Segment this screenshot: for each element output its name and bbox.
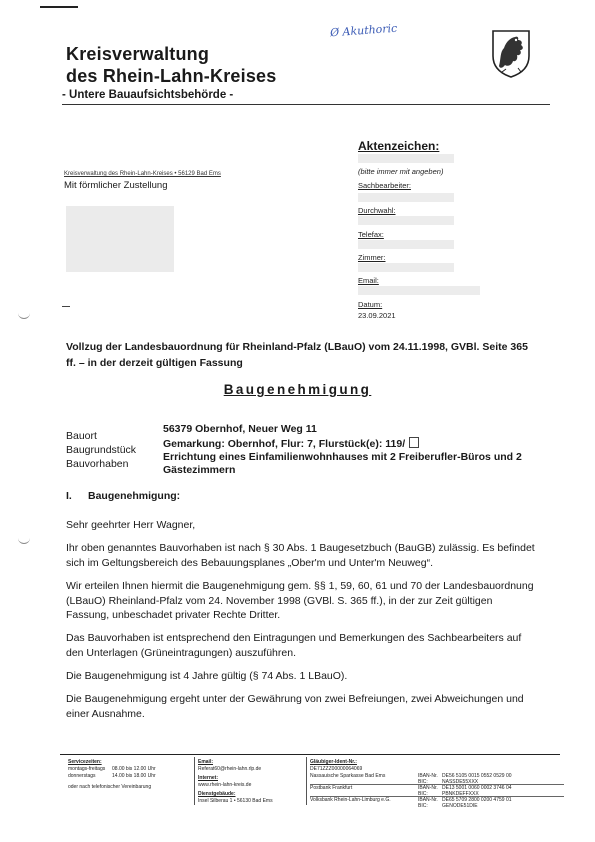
- service-title: Servicezeiten:: [68, 759, 102, 765]
- fold-dash: [62, 306, 70, 307]
- aktenzeichen-note: (bitte immer mit angeben): [358, 167, 444, 176]
- service-hours-1: 08.00 bis 12.00 Uhr: [112, 766, 156, 772]
- aktenzeichen-label: Aktenzeichen:: [358, 139, 440, 153]
- bic-label-3: BIC:: [418, 803, 428, 809]
- regulation-reference: Vollzug der Landesbauordnung für Rheinland-Pfalz (LBauO) vom 24.11.1998, GVBl. Seite 365 ff. – in der derzeit gültigen Fassung: [66, 341, 528, 369]
- telefax-value-redacted: [358, 240, 454, 249]
- service-hours-2: 14.00 bis 18.00 Uhr: [112, 773, 156, 779]
- header-divider: [62, 104, 550, 105]
- email-title: Email:: [198, 759, 214, 765]
- section-title: Baugenehmigung:: [88, 490, 181, 502]
- email-value-redacted: [358, 286, 480, 295]
- baugrundstueck-label: Baugrundstück: [66, 444, 137, 456]
- handwritten-note: Ø Akuthoric: [329, 21, 398, 40]
- aktenzeichen-value-redacted: [358, 154, 454, 163]
- paragraph-gueltigkeit: Die Baugenehmigung ist 4 Jahre gültig (§ 74 Abs. 1 LBauO).: [66, 670, 348, 682]
- creditor-id: DE71ZZZ00000064069: [310, 766, 363, 772]
- durchwahl-label: Durchwahl:: [358, 206, 396, 215]
- iban-label-1: IBAN-Nr.: [418, 773, 438, 779]
- bauvorhaben-value: Errichtung eines Einfamilienwohnhauses mit 2 Freiberufler-Büros und 2 Gästezimmern: [163, 451, 522, 476]
- service-days-1: montags-freitags: [68, 766, 106, 772]
- paragraph-zulaessigkeit: Ihr oben genanntes Bauvorhaben ist nach § 30 Abs. 1 Baugesetzbuch (BauGB) zulässig. Es befindet sich im Geltungsbereich des Bebauungsplanes „Ober'm und Unter'm Neuweg“.: [66, 542, 535, 569]
- authority-department: - Untere Bauaufsichtsbehörde -: [62, 89, 234, 101]
- paragraph-ausfuehrung: Das Bauvorhaben ist entsprechend den Eintragungen und Bemerkungen des Sachbearbeiters auf den Unterlagen (Grüneintragungen) auszuführen.: [66, 632, 522, 659]
- bauort-label: Bauort: [66, 430, 97, 442]
- bic-label-1: BIC:: [418, 779, 428, 785]
- bank-bic-1: NASSDE55XXX: [442, 779, 479, 785]
- bank-name-2: Postbank Frankfurt: [310, 785, 353, 791]
- bank-name-1: Nassauische Sparkasse Bad Ems: [310, 773, 386, 779]
- zimmer-value-redacted: [358, 263, 454, 272]
- footer-email: Referat60@rhein-lahn.rlp.de: [198, 766, 262, 772]
- document-title: Baugenehmigung: [223, 382, 372, 397]
- bank-name-3: Volksbank Rhein-Lahn-Limburg e.G.: [310, 797, 391, 803]
- fold-mark: [18, 312, 30, 319]
- recipient-address-redacted: [66, 206, 174, 272]
- datum-value: 23.09.2021: [358, 311, 396, 320]
- service-row-1: [68, 766, 188, 773]
- section-heading: [66, 490, 180, 502]
- bank-iban-1: DE56 5105 0015 0552 0529 00: [442, 773, 512, 779]
- zimmer-label: Zimmer:: [358, 253, 386, 262]
- punch-mark: [18, 537, 30, 544]
- bauvorhaben-label: Bauvorhaben: [66, 458, 129, 470]
- paragraph-befreiungen: Die Baugenehmigung ergeht unter der Gewährung von zwei Befreiungen, zwei Abweichungen und einer Ausnahme.: [66, 693, 524, 720]
- bank-table: [310, 773, 560, 809]
- redaction-box-icon: [409, 437, 419, 448]
- sachbearbeiter-label: Sachbearbeiter:: [358, 181, 411, 190]
- bank-bic-3: GENODE51DIE: [442, 803, 478, 809]
- paragraph-erteilung: Wir erteilen Ihnen hiermit die Baugenehmigung gem. §§ 1, 59, 60, 61 und 70 der Landesbauordnung (LBauO) Rheinland-Pfalz vom 24. November 1998 (GVBl. S. 365 ff.), in der zur Zeit gültigen Fassung, unbeschadet privater Rechte Dritter.: [66, 580, 534, 621]
- footer-bank-details: [310, 759, 560, 809]
- baugrundstueck-value-text: Gemarkung: Obernhof, Flur: 7, Flurstück(e): 119/: [163, 438, 406, 450]
- footer-service-hours: [68, 759, 188, 791]
- service-days-2: donnerstags: [68, 773, 96, 779]
- bank-row-1: [310, 773, 564, 785]
- bank-row-2: [310, 785, 564, 797]
- delivery-note: Mit förmlicher Zustellung: [64, 180, 168, 191]
- internet-title: Internet:: [198, 775, 218, 781]
- iban-label-2: IBAN-Nr.: [418, 785, 438, 791]
- footer-divider-2: [306, 757, 307, 805]
- bank-row-3: [310, 797, 564, 808]
- durchwahl-value-redacted: [358, 216, 454, 225]
- service-note: oder nach telefonischer Vereinbarung: [68, 784, 152, 790]
- datum-label: Datum:: [358, 300, 383, 309]
- bank-bic-2: PBNKDEFFXXX: [442, 791, 479, 797]
- footer-building: Insel Silberau 1 • 56130 Bad Ems: [198, 798, 273, 804]
- bank-iban-2: DE13 5001 0060 0002 3746 04: [442, 785, 512, 791]
- page-footer: [60, 754, 560, 809]
- top-edge-mark: [40, 6, 78, 8]
- building-title: Dienstgebäude:: [198, 791, 236, 797]
- email-label: Email:: [358, 276, 379, 285]
- sender-return-line: Kreisverwaltung des Rhein-Lahn-Kreises • 56129 Bad Ems: [64, 171, 221, 177]
- iban-label-3: IBAN-Nr.: [418, 797, 438, 803]
- authority-name-line1: Kreisverwaltung: [66, 44, 210, 64]
- bauort-value: 56379 Obernhof, Neuer Weg 11: [163, 423, 317, 435]
- sachbearbeiter-value-redacted: [358, 193, 454, 202]
- salutation: Sehr geehrter Herr Wagner,: [66, 519, 196, 531]
- bic-label-2: BIC:: [418, 791, 428, 797]
- baugrundstueck-value: [163, 437, 553, 451]
- bank-iban-3: DE65 5709 2800 0200 4759 01: [442, 797, 512, 803]
- footer-contact: [198, 759, 303, 805]
- footer-internet: www.rhein-lahn-kreis.de: [198, 782, 252, 788]
- section-number: I.: [66, 490, 72, 502]
- creditor-title: Gläubiger-Ident-Nr.:: [310, 759, 357, 765]
- telefax-label: Telefax:: [358, 230, 384, 239]
- service-row-2: [68, 773, 188, 780]
- coat-of-arms-icon: [490, 28, 532, 78]
- footer-divider-1: [194, 757, 195, 805]
- authority-name-line2: des Rhein-Lahn-Kreises: [66, 66, 277, 86]
